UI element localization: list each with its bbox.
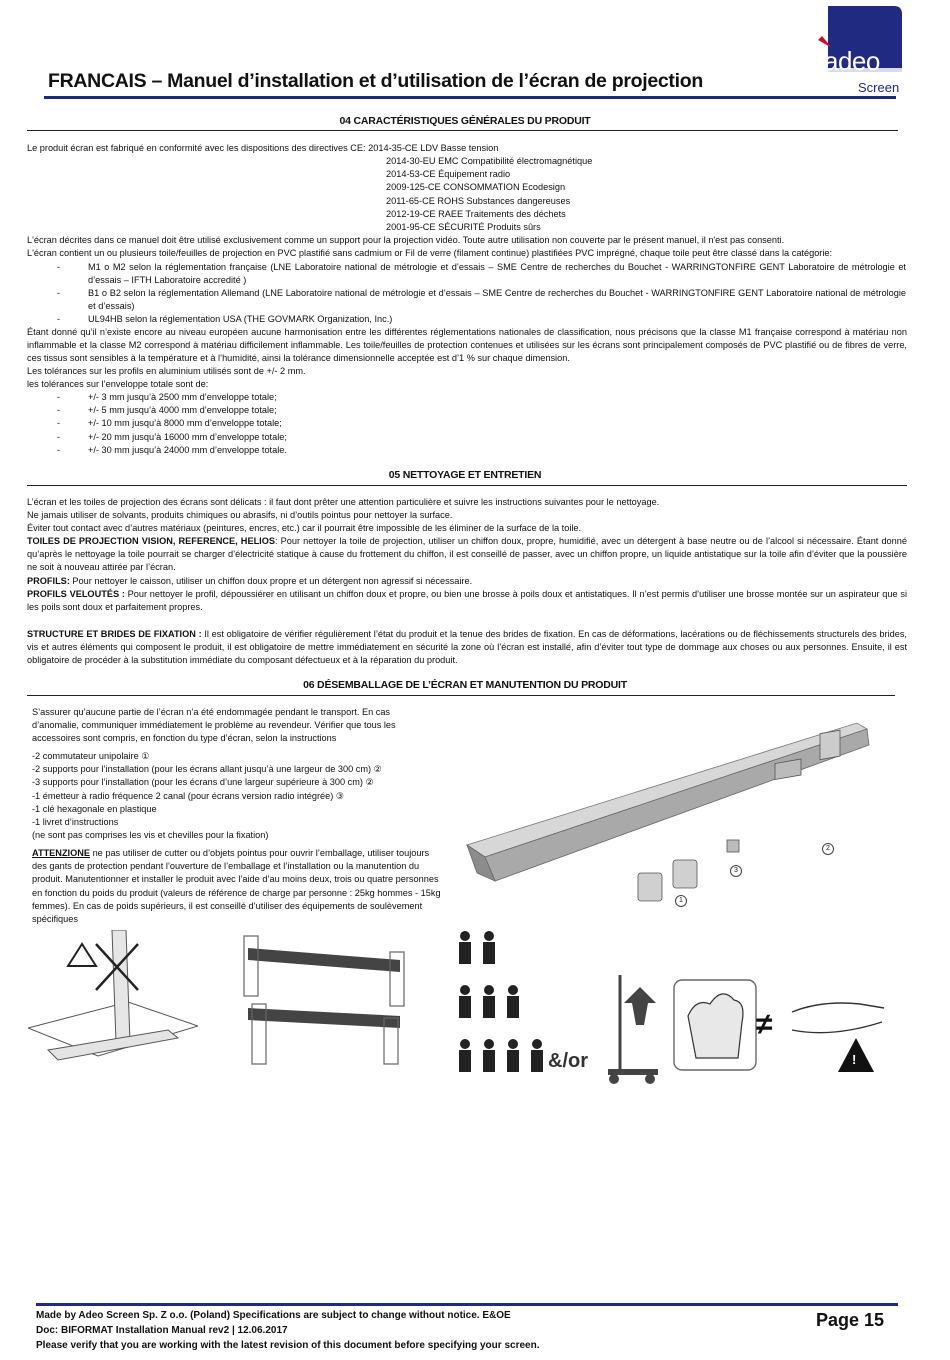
velours-text: Pour nettoyer le profil, dépoussiérer en utilisant un chiffon doux et propre, ou bien une brosse à poils doux et antistatiques. Il n’est permis d’utiliser une brosse montée sur un aspirateur que si les poils sont doux et parfaitement propres. (27, 589, 907, 613)
s05-l1: L’écran et les toiles de projection des écrans sont délicats : il faut dont prêter une attention particulière et suivre les instructions suivantes pour le nettoyage. (27, 497, 660, 507)
structure-text: Il est obligatoire de vérifier régulièrement l’état du produit et la tenue des brides de fixation. En cas de déformations, lacérations ou de fléchissements structurels des brides, vis et autres éléments qui composent le produit, il est obligatoire de mettre immédiatement en sécurité la zone où l’écran est installé, afin d’éviter tout type de dommage aux choses ou aux personnes. Ensuite, il est obligatoire de procéder à la substitution immédiate du composant défectueux et à la réparation du produit. (27, 629, 907, 666)
toiles-label: TOILES DE PROJECTION VISION, REFERENCE, HELIOS (27, 536, 276, 546)
logo-sub: Screen (858, 80, 900, 95)
footer-line: Made by Adeo Screen Sp. Z o.o. (Poland) Specifications are subject to change without notice. E&OE (36, 1310, 511, 1321)
tolerance-item: +/- 10 mm jusqu’à 8000 mm d’enveloppe totale; (88, 418, 282, 429)
section-04-title: 04 CARACTÉRISTIQUES GÉNÉRALES DU PRODUIT (339, 115, 591, 127)
structure-label: STRUCTURE ET BRIDES DE FIXATION : (27, 629, 202, 639)
bullet: - (57, 431, 61, 442)
tolerance-item: +/- 5 mm jusqu’à 4000 mm d’enveloppe totale; (88, 405, 277, 416)
footer-line: Doc: BIFORMAT Installation Manual rev2 | 12.06.2017 (36, 1325, 288, 1336)
tolerance-item: +/- 30 mm jusqu’à 24000 mm d’enveloppe totale. (88, 444, 287, 455)
callout-1: 1 (675, 895, 687, 907)
bullet: - (57, 392, 61, 402)
s05-profils (27, 575, 907, 588)
page-header (0, 0, 950, 100)
bullet: - (57, 262, 61, 272)
directive-item: 2014-53-CE Équipement radio (386, 169, 511, 180)
gloves-warning-illustration (672, 978, 897, 1073)
page-number: Page 15 (816, 1310, 885, 1330)
s04-intro: Le produit écran est fabriqué en conformité avec les dispositions des directives CE: 2014-35-CE LDV Basse tension (27, 143, 499, 153)
attention-label: ATTENZIONE (32, 848, 91, 858)
warning-icon: ! (852, 1052, 857, 1067)
directive-item: 2009-125-CE CONSOMMATION Ecodesign (386, 182, 566, 193)
s05-velours (27, 588, 907, 614)
bullet: - (57, 444, 61, 455)
class-item: M1 o M2 selon la réglementation française (LNE Laboratoire national de métrologie et d’essais – SME Centre de recherches du Bouchet - WARRINGTONFIRE GENT Laboratoire de métrologie et d’essais – IFTH Laboratoire accredité ) (88, 262, 906, 286)
s06-intro: S’assurer qu’aucune partie de l’écran n’a été endommagée pendant le transport. En cas d’anomalie, communiquer immédiatement le problème au revendeur. Vérifier que tous les accessoires sont compris, en fonction du type d’écran, selon la instructions (32, 707, 396, 744)
s05-l3: Éviter tout contact avec d’autres matériaux (peintures, encres, etc.) car il pourrait être impossible de les éliminer de la surface de la toile. (27, 523, 582, 533)
accessory-item: -1 livret d’instructions (32, 817, 119, 828)
adeo-logo (808, 2, 904, 98)
section-06-title: 06 DÉSEMBALLAGE DE L’ÉCRAN ET MANUTENTION DU PRODUIT (303, 679, 627, 691)
accessory-item: -1 émetteur à radio fréquence 2 canal (pour écrans version radio intégrée) ③ (32, 790, 345, 801)
s05-toiles (27, 535, 907, 575)
footer-rule (36, 1303, 898, 1306)
s04-p4: Les tolérances sur les profils en aluminium utilisés sont de +/- 2 mm. (27, 366, 306, 376)
accessory-list (32, 750, 382, 842)
s04-p3: Étant donné qu’il n’existe encore au niveau européen aucune harmonisation entre les différentes réglementations nationales de classification, nous précisons que la classe M1 française correspond à matériau non inflammable et la classe M2 correspond à matériau difficilement inflammable. Les toile/feuilles de protection contenues et utilisées sur les écrans sont principalement composés de PVC plastifié ou de fibres de verre, ces tissus sont sensibles à la température et à l’humidité, ainsi la tolérance dimensionnelle acceptée est d’1 % sur chaque dimension. (27, 327, 907, 364)
accessory-item: -2 commutateur unipolaire ① (32, 751, 150, 761)
bullet: - (57, 418, 61, 429)
accessory-item: -2 supports pour l’installation (pour les écrans allant jusqu’à une largeur de 300 cm) ② (32, 764, 382, 775)
two-person-carry-illustration (238, 930, 408, 1070)
header-title: FRANCAIS – Manuel d’installation et d’utilisation de l’écran de projection (48, 70, 703, 92)
directive-item: 2014-30-EU EMC Compatibilité électromagnétique (386, 156, 593, 166)
accessory-item: -1 clé hexagonale en plastique (32, 803, 157, 814)
tolerance-item: +/- 3 mm jusqu’à 2500 mm d’enveloppe totale; (88, 392, 277, 402)
s05-l2: Ne jamais utiliser de solvants, produits chimiques ou abrasifs, ni d’outils pointus pour nettoyer la surface. (27, 510, 453, 520)
callout-2: 2 (822, 843, 834, 855)
directive-item: 2001-95-CE SÉCURITÉ Produits sûrs (386, 222, 541, 233)
directives-list (386, 155, 592, 234)
profils-text: Pour nettoyer le caisson, utiliser un chiffon doux propre et un détergent non agressif si nécessaire. (69, 576, 473, 586)
accessory-item: (ne sont pas comprises les vis et chevilles pour la fixation) (32, 830, 269, 841)
toiles-text: : Pour nettoyer la toile de projection, utiliser un chiffon doux, propre, humidifié, avec un détergent à base neutre ou de l’alcool si nécessaire. Étant donné qu’après le nettoyage la toile pourrait se charger d’électricité statique à cause du frottement du chiffon, il est conseillé de passer, avec un chiffon propre, un liquide antistatique sur la toile afin d’éviter que la poussière ne soit à nouveau attirée par l’écran. (27, 536, 907, 573)
section-05-rule (27, 485, 907, 486)
tolerance-item: +/- 20 mm jusqu’à 16000 mm d’enveloppe totale; (88, 431, 287, 442)
not-equal-glyph: ≠ (756, 1008, 773, 1041)
product-illustration (455, 705, 895, 930)
s04-p5: les tolérances sur l’enveloppe totale sont de: (27, 379, 209, 389)
velours-label: PROFILS VELOUTÉS : (27, 589, 125, 599)
attention-text: ne pas utiliser de cutter ou d’objets pointus pour ouvrir l’emballage, utiliser toujours des gants de protection pendant l’ouverture de l’emballage et l’installation ou la manutention du produit. Manutentionner et installer le produit avec l’aide d’au moins deux, trois ou quatre personnes en fonction du poids du produit (valeurs de référence de charge par personne : 25kg hommes - 15kg femmes). En cas de poids supérieurs, il est conseillé d’utiliser des équipements de soulèvement spécifiques (32, 848, 441, 925)
section-05-title: 05 NETTOYAGE ET ENTRETIEN (388, 469, 542, 481)
bullet: - (57, 314, 61, 324)
bullet: - (57, 288, 61, 298)
directive-item: 2011-65-CE ROHS Substances dangereuses (386, 195, 571, 206)
andor-label: &/or (548, 1050, 588, 1072)
no-vertical-illustration (28, 930, 198, 1085)
footer-text (36, 1308, 539, 1353)
s04-p1: L'écran décrites dans ce manuel doit être utilisé exclusivement comme un support pour la projection vidéo. Toute autre utilisation non couverte par le présent manuel, il n'est pas consenti. (27, 235, 785, 245)
bullet: - (57, 405, 61, 416)
class-item: B1 o B2 selon la réglementation Allemand (LNE Laboratoire national de métrologie et d’essais – SME Centre de recherches du Bouchet - WARRINGTONFIRE GENT Laboratoire national de métrologie et d’essais) (88, 288, 906, 312)
profils-label: PROFILS: (27, 576, 70, 586)
directive-item: 2012-19-CE RAEE Traitements des déchets (386, 208, 566, 219)
class-item: UL94HB selon la réglementation USA (THE GOVMARK Organization, Inc.) (88, 314, 393, 324)
section-06-rule (27, 695, 895, 696)
section-04-rule (27, 130, 898, 131)
footer-line: Please verify that you are working with the latest revision of this document before specifying your screen. (36, 1340, 540, 1351)
logo-word: adeo (824, 46, 880, 76)
accessory-item: -3 supports pour l’installation (pour les écrans d’une largeur supérieure à 300 cm) ② (32, 777, 374, 788)
s05-structure (27, 628, 907, 668)
header-rule (44, 96, 896, 99)
callout-3: 3 (730, 865, 742, 877)
s04-p2: L'écran contient un ou plusieurs toile/feuilles de projection en PVC plastifié sans cadmium or Fil de verre (filament continue) plastifiées PVC imprégné, chaque toile peut être classé dans la catégorie: (27, 248, 833, 258)
lift-trolley-illustration (600, 975, 660, 1085)
s06-attention (32, 847, 444, 926)
